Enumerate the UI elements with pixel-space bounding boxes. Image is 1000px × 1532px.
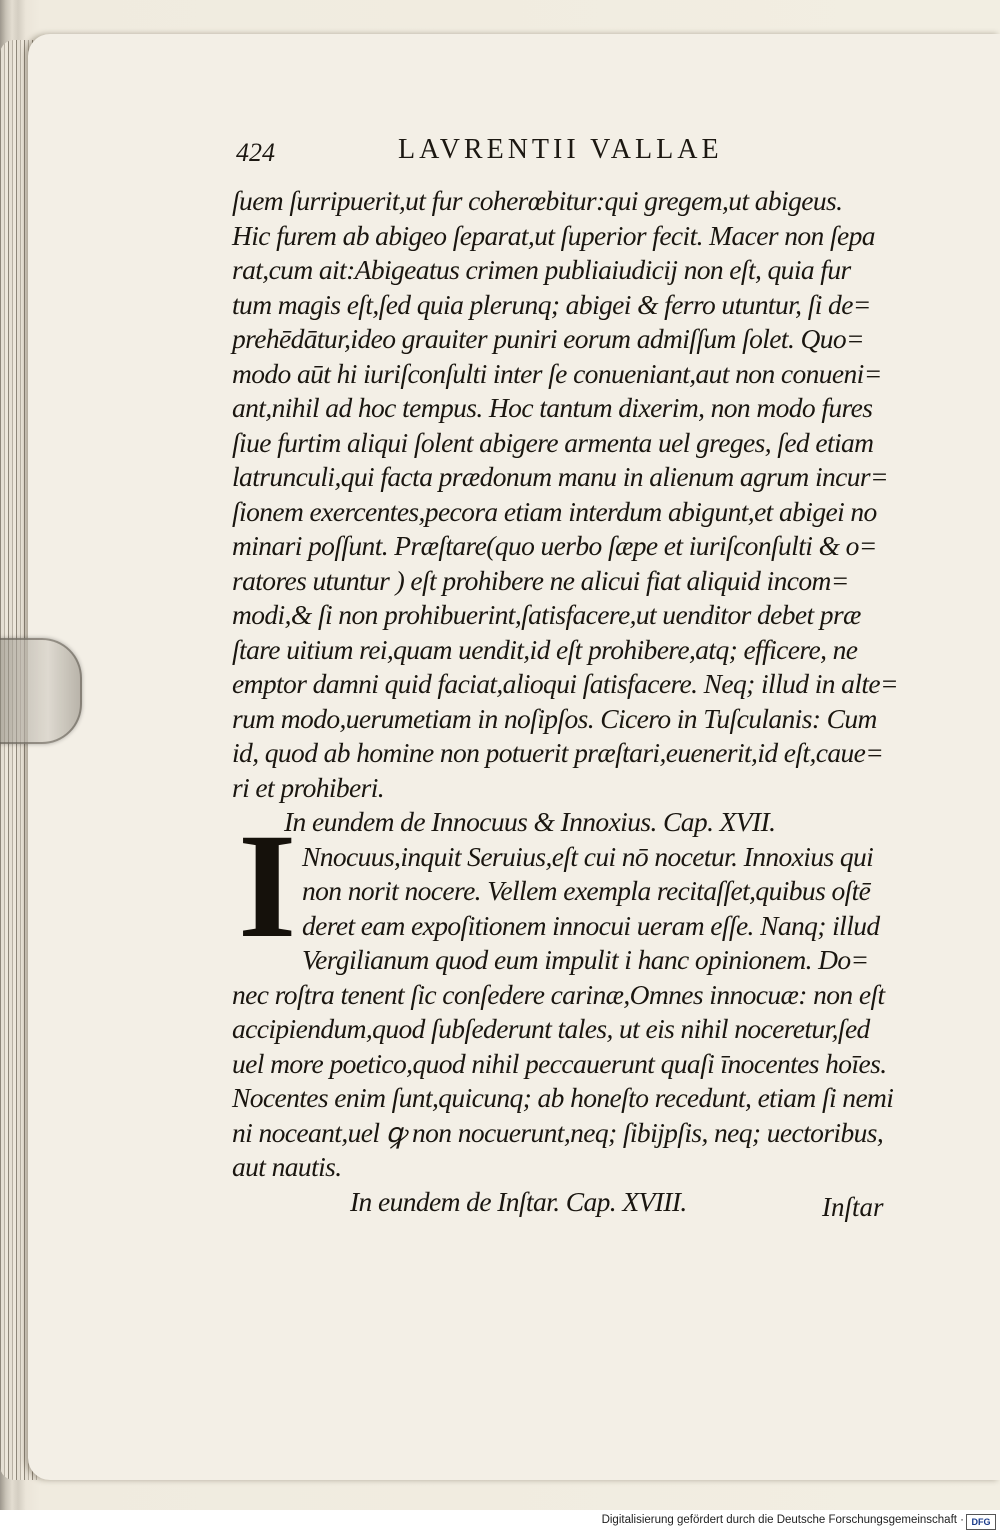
drop-cap: I: [238, 803, 297, 969]
text-line: deret eam expoſitionem innocui ueram eſſe. Nanq; illud: [302, 909, 880, 941]
text-line: Vergilianum quod eum impulit i hanc opinionem. Do=: [302, 944, 869, 975]
text-line: id, quod ab homine non potuerit præſtari,euenerit,id eſt,caue=: [232, 737, 884, 768]
text-line: non norit nocere. Vellem exempla recitaſſet,quibus oſtē: [302, 875, 871, 906]
text-line: nec roſtra tenent ſic conſedere carinæ,Omnes innocuæ: non eſt: [232, 978, 885, 1010]
text-line: Nnocuus,inquit Seruius,eſt cui nō nocetur. Innoxius qui: [302, 840, 874, 872]
text-line: rat,cum ait:Abigeatus crimen publiaiudicij non eſt, quia fur: [232, 254, 851, 285]
text-line: modi,& ſi non prohibuerint,ſatisfacere,ut uenditor debet præ: [232, 599, 861, 630]
text-line: aut nautis.: [232, 1151, 342, 1182]
text-line: latrunculi,qui facta prædonum manu in alienum agrum incur=: [232, 461, 888, 492]
text-line: ni noceant,uel ꝙ non nocuerunt,neq; ſibijpſis, neq; uectoribus,: [232, 1116, 884, 1148]
text-line: uel more poetico,quod nihil peccauerunt quaſi īnocentes hoīes.: [232, 1047, 887, 1079]
chapter-heading-18: In eundem de Inſtar. Cap. XVIII.: [350, 1185, 687, 1217]
running-title: LAVRENTII VALLAE: [398, 134, 723, 165]
text-line: ſiue furtim aliqui ſolent abigere armenta uel greges, ſed etiam: [232, 426, 874, 458]
text-line: Hic furem ab abigeo ſeparat,ut ſuperior fecit. Macer non ſepa: [232, 219, 875, 251]
text-line: tum magis eſt,ſed quia plerunq; abigei & ferro utuntur, ſi de=: [232, 288, 871, 320]
catchword: Inſtar: [822, 1192, 884, 1222]
text-line: prehēdātur,ideo grauiter puniri eorum admiſſum ſolet. Quo=: [232, 323, 865, 354]
running-header: [228, 132, 908, 172]
text-line: ſtare uitium rei,quam uendit,id eſt prohibere,atq; efficere, ne: [232, 633, 858, 665]
text-line: ſionem exercentes,pecora etiam interdum abigunt,et abigei no: [232, 495, 877, 527]
text-line: ſuem ſurripuerit,ut fur coherœbitur:qui gregem,ut abigeus.: [232, 185, 843, 216]
funding-credit: Digitalisierung gefördert durch die Deutsche Forschungsgemeinschaft ·: [601, 1514, 964, 1526]
text-line: ant,nihil ad hoc tempus. Hoc tantum dixerim, non modo fures: [232, 392, 873, 423]
text-line: ri et prohiberi.: [232, 771, 385, 803]
dfg-logo-icon: DFG: [966, 1514, 996, 1530]
text-line: rum modo,uerumetiam in noſipſos. Cicero in Tuſculanis: Cum: [232, 702, 877, 734]
chapter-heading-17: In eundem de Innocuus & Innoxius. Cap. XVII.: [284, 806, 776, 837]
text-line: minari poſſunt. Præſtare(quo uerbo ſæpe et iuriſconſulti & o=: [232, 530, 877, 561]
text-line: modo aūt hi iuriſconſulti inter ſe conueniant,aut non conueni=: [232, 357, 882, 389]
text-line: ratores utuntur ) eſt prohibere ne alicui fiat aliquid incom=: [232, 564, 849, 596]
page-clip: [0, 638, 82, 744]
page-text: [232, 184, 898, 1219]
text-line: emptor damni quid faciat,alioqui ſatisfacere. Neq; illud in alte=: [232, 668, 898, 699]
text-line: accipiendum,quod ſubſederunt tales, ut eis nihil noceretur,ſed: [232, 1013, 870, 1044]
text-line: Nocentes enim ſunt,quicunq; ab honeſto recedunt, etiam ſi nemi: [232, 1082, 894, 1113]
page-number: 424: [236, 138, 275, 167]
